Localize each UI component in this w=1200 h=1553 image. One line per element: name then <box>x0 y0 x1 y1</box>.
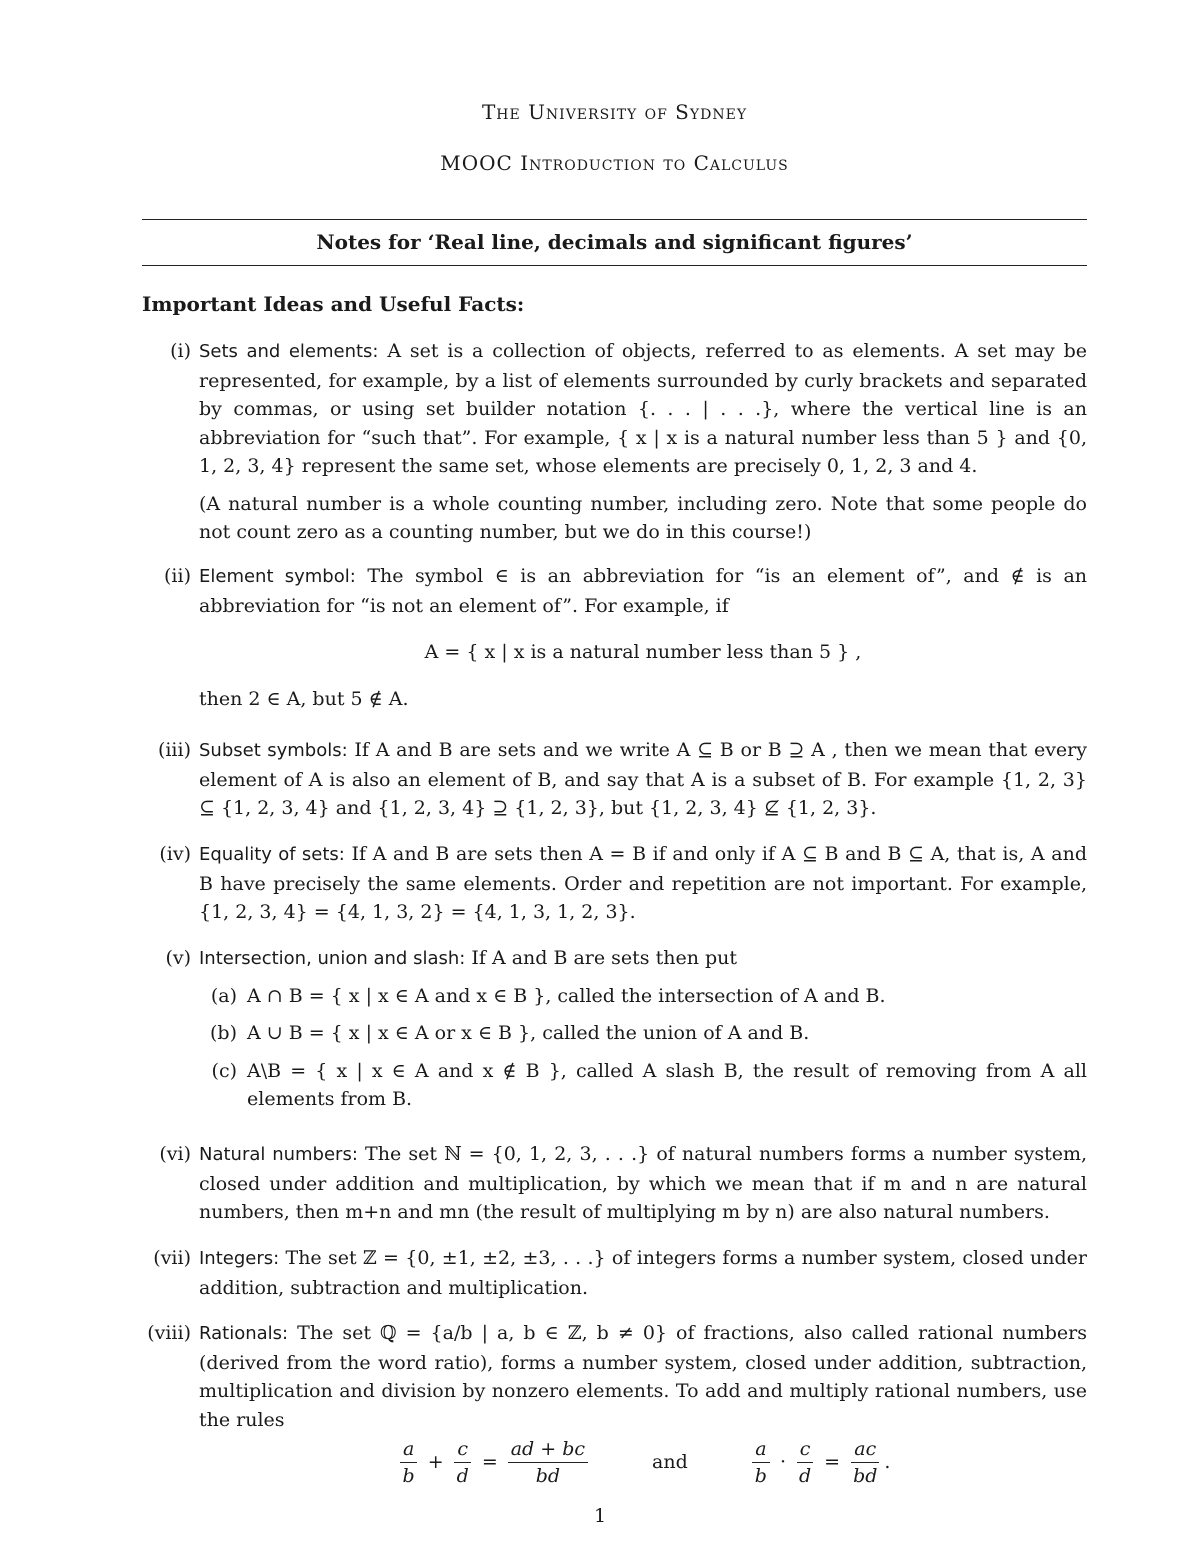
sub-item-a <box>199 982 1087 1011</box>
item-iv <box>159 840 1087 927</box>
fraction <box>850 1436 880 1489</box>
numerator: ac <box>851 1436 879 1463</box>
item-label: (iii) <box>157 739 191 761</box>
item-text: The set ℕ = {0, 1, 2, 3, . . .} of natural numbers forms a number system, closed under addition and multiplication, by which we mean that if m and n are natural numbers, then m+n and mn (the result of multiplying m by n) are also natural numbers. <box>199 1143 1088 1223</box>
page-number: 1 <box>593 1505 607 1527</box>
period: . <box>884 1451 891 1474</box>
item-label: (iv) <box>159 843 191 865</box>
sub-item-label: (b) <box>210 1022 237 1044</box>
sub-item-text: A ∩ B = { x | x ∈ A and x ∈ B }, called the intersection of A and B. <box>247 984 886 1007</box>
item-note: (A natural number is a whole counting number, including zero. Note that some people do not count zero as a counting number, but we do in this course!) <box>199 492 1087 543</box>
numerator: ad + bc <box>508 1436 588 1463</box>
item-text: If A and B are sets and we write A ⊆ B or B ⊇ A , then we mean that every element of A is also an element of B, and say that A is a subset of B. For example {1, 2, 3} ⊆ {1, 2, 3, 4} and {1, 2, 3, 4} ⊇ {1, 2, 3}, but {1, 2, 3, 4} ⊈ {1, 2, 3}. <box>199 739 1087 819</box>
dot-operator: · <box>779 1451 786 1474</box>
numerator: a <box>752 1436 769 1463</box>
section-title: Important Ideas and Useful Facts: <box>142 292 525 316</box>
item-text: A set is a collection of objects, referred to as elements. A set may be represented, for example, by a list of elements surrounded by curly brackets and separated by commas, or using set builder notation {. . . | . . .}, where the vertical line is an abbreviation for “such that”. For example, { x | x is a natural number less than 5 } and {0, 1, 2, 3, 4} represent the same set, whose elements are precisely 0, 1, 2, 3 and 4. <box>199 340 1087 477</box>
sub-item-label: (a) <box>210 984 237 1007</box>
item-viii <box>147 1319 1087 1489</box>
item-term: Intersection, union and slash: <box>199 948 466 969</box>
item-text: The symbol ∈ is an abbreviation for “is an element of”, and ∉ is an abbreviation for “is not an element of”. For example, if <box>199 565 1088 617</box>
numerator: c <box>454 1436 471 1463</box>
fraction <box>454 1436 472 1489</box>
item-label: (vi) <box>159 1143 191 1165</box>
fraction <box>508 1436 588 1489</box>
denominator: b <box>754 1465 767 1487</box>
item-text: If A and B are sets then put <box>471 947 738 969</box>
item-v <box>165 944 1087 1114</box>
course-title: MOOC Introduction to Calculus <box>440 151 789 175</box>
university-name: The University of Sydney <box>481 100 748 124</box>
item-text: The set ℤ = {0, ±1, ±2, ±3, . . .} of integers forms a number system, closed under addition, subtraction and multiplication. <box>199 1247 1087 1299</box>
item-ii <box>164 562 1088 713</box>
plus-operator: + <box>427 1451 444 1474</box>
sub-item-c <box>199 1057 1087 1114</box>
item-after: then 2 ∈ A, but 5 ∉ A. <box>199 687 409 710</box>
equals-operator: = <box>481 1451 498 1474</box>
item-term: Integers: <box>199 1248 280 1269</box>
item-label: (v) <box>165 947 191 969</box>
notes-title: Notes for ‘Real line, decimals and significant figures’ <box>316 230 913 254</box>
numerator: a <box>400 1436 417 1463</box>
item-term: Equality of sets: <box>199 844 345 865</box>
fraction <box>752 1436 770 1489</box>
fraction-rules <box>199 1436 1087 1489</box>
denominator: b <box>402 1465 415 1487</box>
equals-operator: = <box>824 1451 841 1474</box>
item-term: Sets and elements: <box>199 341 379 362</box>
item-term: Element symbol: <box>199 566 356 587</box>
sub-item-text: A ∪ B = { x | x ∈ A or x ∈ B }, called the union of A and B. <box>247 1022 810 1044</box>
item-text: If A and B are sets then A = B if and only if A ⊆ B and B ⊆ A, that is, A and B have precisely the same elements. Order and repetition are not important. For example, {1, 2, 3, 4} = {4, 1, 3, 2} = {4, 1, 3, 1, 2, 3}. <box>199 843 1087 923</box>
fraction <box>400 1436 418 1489</box>
sub-item-text: A\B = { x | x ∈ A and x ∉ B }, called A slash B, the result of removing from A all elements from B. <box>247 1059 1087 1110</box>
bottom-rule <box>142 265 1087 266</box>
and-word: and <box>652 1451 688 1474</box>
item-i <box>170 337 1087 547</box>
item-label: (viii) <box>147 1322 191 1344</box>
denominator: bd <box>535 1465 561 1487</box>
sub-item-label: (c) <box>211 1059 237 1082</box>
item-text: The set ℚ = {a/b | a, b ∈ ℤ, b ≠ 0} of fractions, also called rational numbers (derived from the word ratio), forms a number system, closed under addition, subtraction, multiplication and division by nonzero elements. To add and multiply rational numbers, use the rules <box>199 1322 1087 1431</box>
item-label: (ii) <box>164 565 191 587</box>
denominator: bd <box>853 1465 878 1487</box>
display-equation: A = { x | x is a natural number less than 5 } , <box>424 641 862 663</box>
item-label: (vii) <box>153 1247 191 1269</box>
item-vi <box>159 1140 1088 1227</box>
denominator: d <box>456 1465 469 1487</box>
item-term: Subset symbols: <box>199 740 348 761</box>
item-iii <box>157 736 1087 823</box>
numerator: c <box>797 1436 814 1463</box>
top-rule <box>142 219 1087 220</box>
item-term: Natural numbers: <box>199 1144 358 1165</box>
fraction <box>796 1436 814 1489</box>
item-term: Rationals: <box>199 1323 289 1344</box>
denominator: d <box>798 1465 812 1487</box>
sub-item-b <box>199 1019 1087 1048</box>
item-label: (i) <box>170 340 191 362</box>
item-vii <box>153 1244 1087 1302</box>
